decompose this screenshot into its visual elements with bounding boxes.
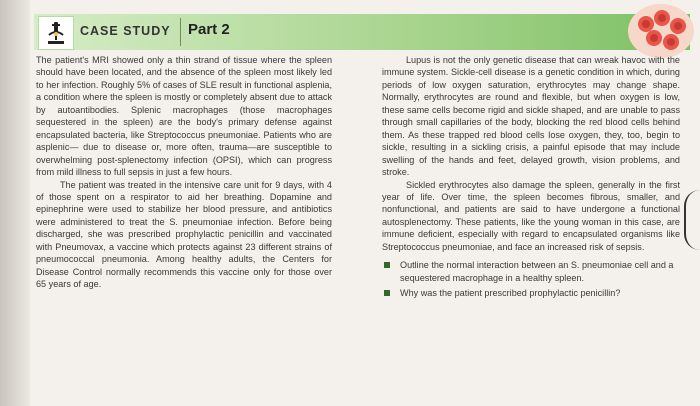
microscope-icon [38, 16, 74, 50]
left-text-column [36, 54, 332, 291]
question-text: Why was the patient prescribed prophylactic penicillin? [400, 288, 621, 299]
page-gutter-shadow [0, 0, 30, 406]
header-divider [180, 18, 181, 46]
case-study-label: CASE STUDY [80, 24, 171, 38]
paragraph-2: The patient was treated in the intensive care unit for 9 days, with 4 of those spent on a respirator to aid her breathing. Dopamine and epinephrine were used to stabilize her blood pressure, and antibiotics were administered to treat the S. pneumoniae infection. Before being discharged, she was prescribed prophylactic penicillin and vaccinated with Pneumovax, a vaccine which protects against 23 different strains of pneumococcal pneumonia. Among healthy adults, the Centers for Disease Control normally recommends this vaccine only for those over 65 years of age. [36, 179, 332, 290]
question-list [382, 259, 680, 299]
question-item [382, 287, 680, 299]
bullet-icon [384, 290, 390, 296]
paragraph-1: The patient's MRI showed only a thin strand of tissue where the spleen should have been located, and the absence of the spleen most likely led to her infection. Roughly 5% of cases of SLE result in functional asplenia, a condition where the spleen is mostly or completely absent due to attack by autoantibodies. Splenic macrophages (those macrophages sequestered in the spleen) are the body's primary defense against encapsulated bacteria, like Streptococcus pneumoniae. Patients who are asplenic— due to disease or, more often, trauma—are susceptible to overwhelming post-splenectomy infection (OPSI), which can progress from mild illness to full sepsis in just a few hours. [36, 55, 332, 178]
bullet-icon [384, 262, 390, 268]
blood-cells-icon [626, 2, 696, 60]
question-item [382, 259, 680, 284]
page-edge-curl [684, 190, 700, 250]
part-title: Part 2 [188, 21, 230, 38]
paragraph-3: Lupus is not the only genetic disease that can wreak havoc with the immune system. Sickle-cell disease is a genetic condition in which, during periods of low oxygen saturation, erythrocytes may change shape. Normally, erythrocytes are round and flexible, but when oxygen is low, these same cells become rigid and sickle shaped, and are unable to pass through small capillaries of the body, blocking the red blood cells behind them. As these trapped red blood cells lose oxygen, they, too, begin to sickle, resulting in a sickling crisis, a painful episode that may include swelling of the hands and feet, delayed growth, vision problems, and stroke. [382, 55, 680, 178]
paragraph-4: Sickled erythrocytes also damage the spleen, generally in the first year of life. Over time, the spleen becomes fibrous, smaller, and nonfunctional, and patients are said to have undergone a functional autosplenectomy. These patients, like the young woman in this case, are immune deficient, especially with regard to encapsulated organisms like Streptococcus pneumoniae, and face an increased risk of sepsis. [382, 179, 680, 252]
question-text: Outline the normal interaction between an S. pneumoniae cell and a sequestered macrophage in a healthy spleen. [400, 260, 674, 283]
right-text-column [382, 54, 680, 303]
